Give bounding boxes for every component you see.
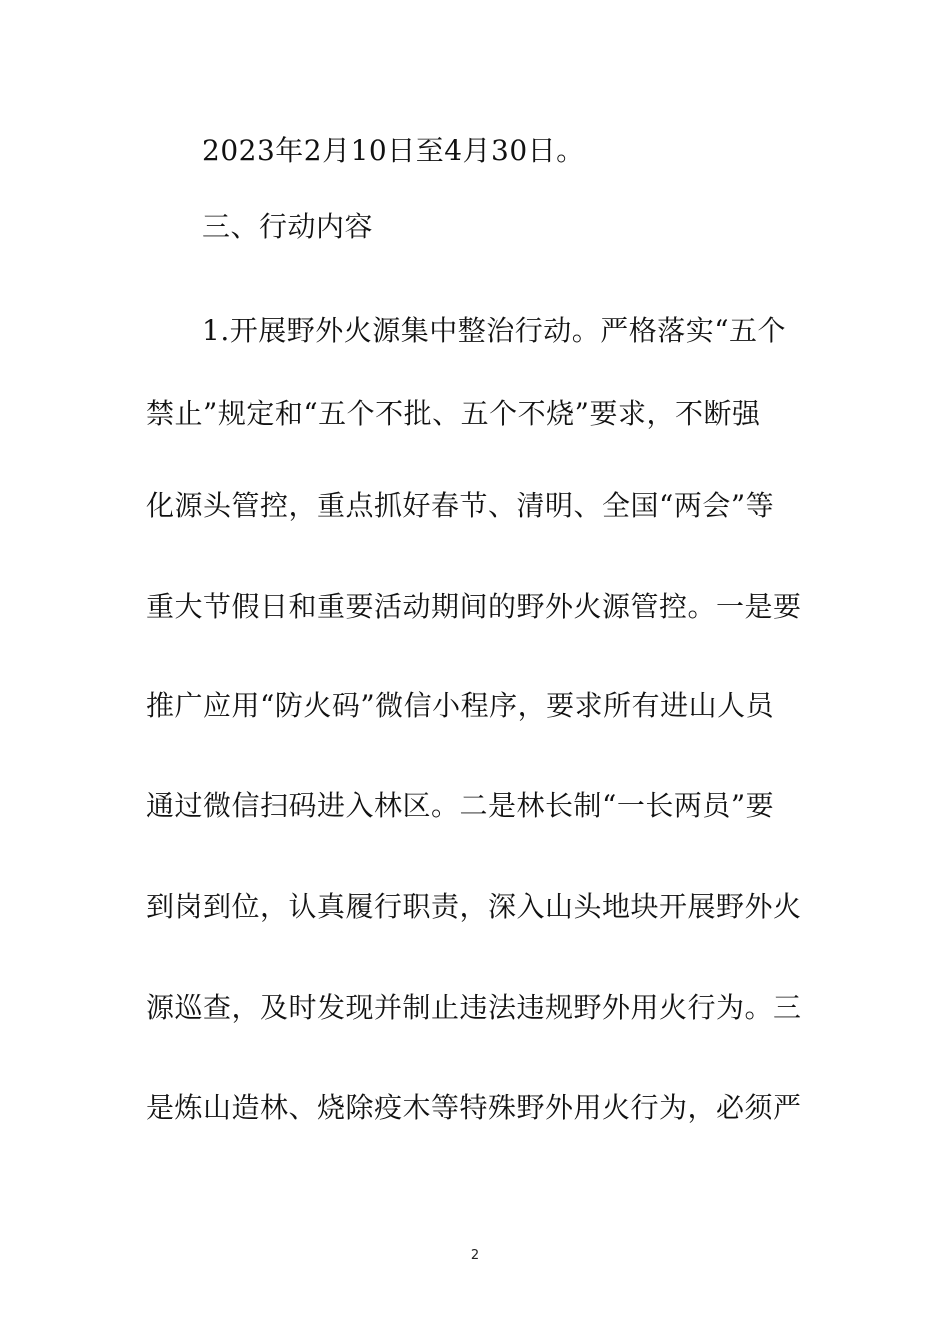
- text-line-date-range: 2023年2月10日至4月30日。: [202, 134, 585, 167]
- text-line: 源巡查，及时发现并制止违法违规野外用火行为。三: [146, 991, 802, 1024]
- text-line: 1.开展野外火源集中整治行动。严格落实“五个: [202, 314, 787, 347]
- text-line: 禁止”规定和“五个不批、五个不烧”要求，不断强: [146, 397, 761, 430]
- page-number: 2: [470, 1248, 480, 1263]
- text-line: 化源头管控，重点抓好春节、清明、全国“两会”等: [146, 489, 775, 522]
- section-heading: 三、行动内容: [202, 210, 374, 243]
- text-line: 是炼山造林、烧除疫木等特殊野外用火行为，必须严: [146, 1091, 802, 1124]
- text-line: 推广应用“防火码”微信小程序，要求所有进山人员: [146, 689, 775, 722]
- text-line: 到岗到位，认真履行职责，深入山头地块开展野外火: [146, 890, 802, 923]
- text-line: 重大节假日和重要活动期间的野外火源管控。一是要: [146, 590, 802, 623]
- text-line: 通过微信扫码进入林区。二是林长制“一长两员”要: [146, 789, 775, 822]
